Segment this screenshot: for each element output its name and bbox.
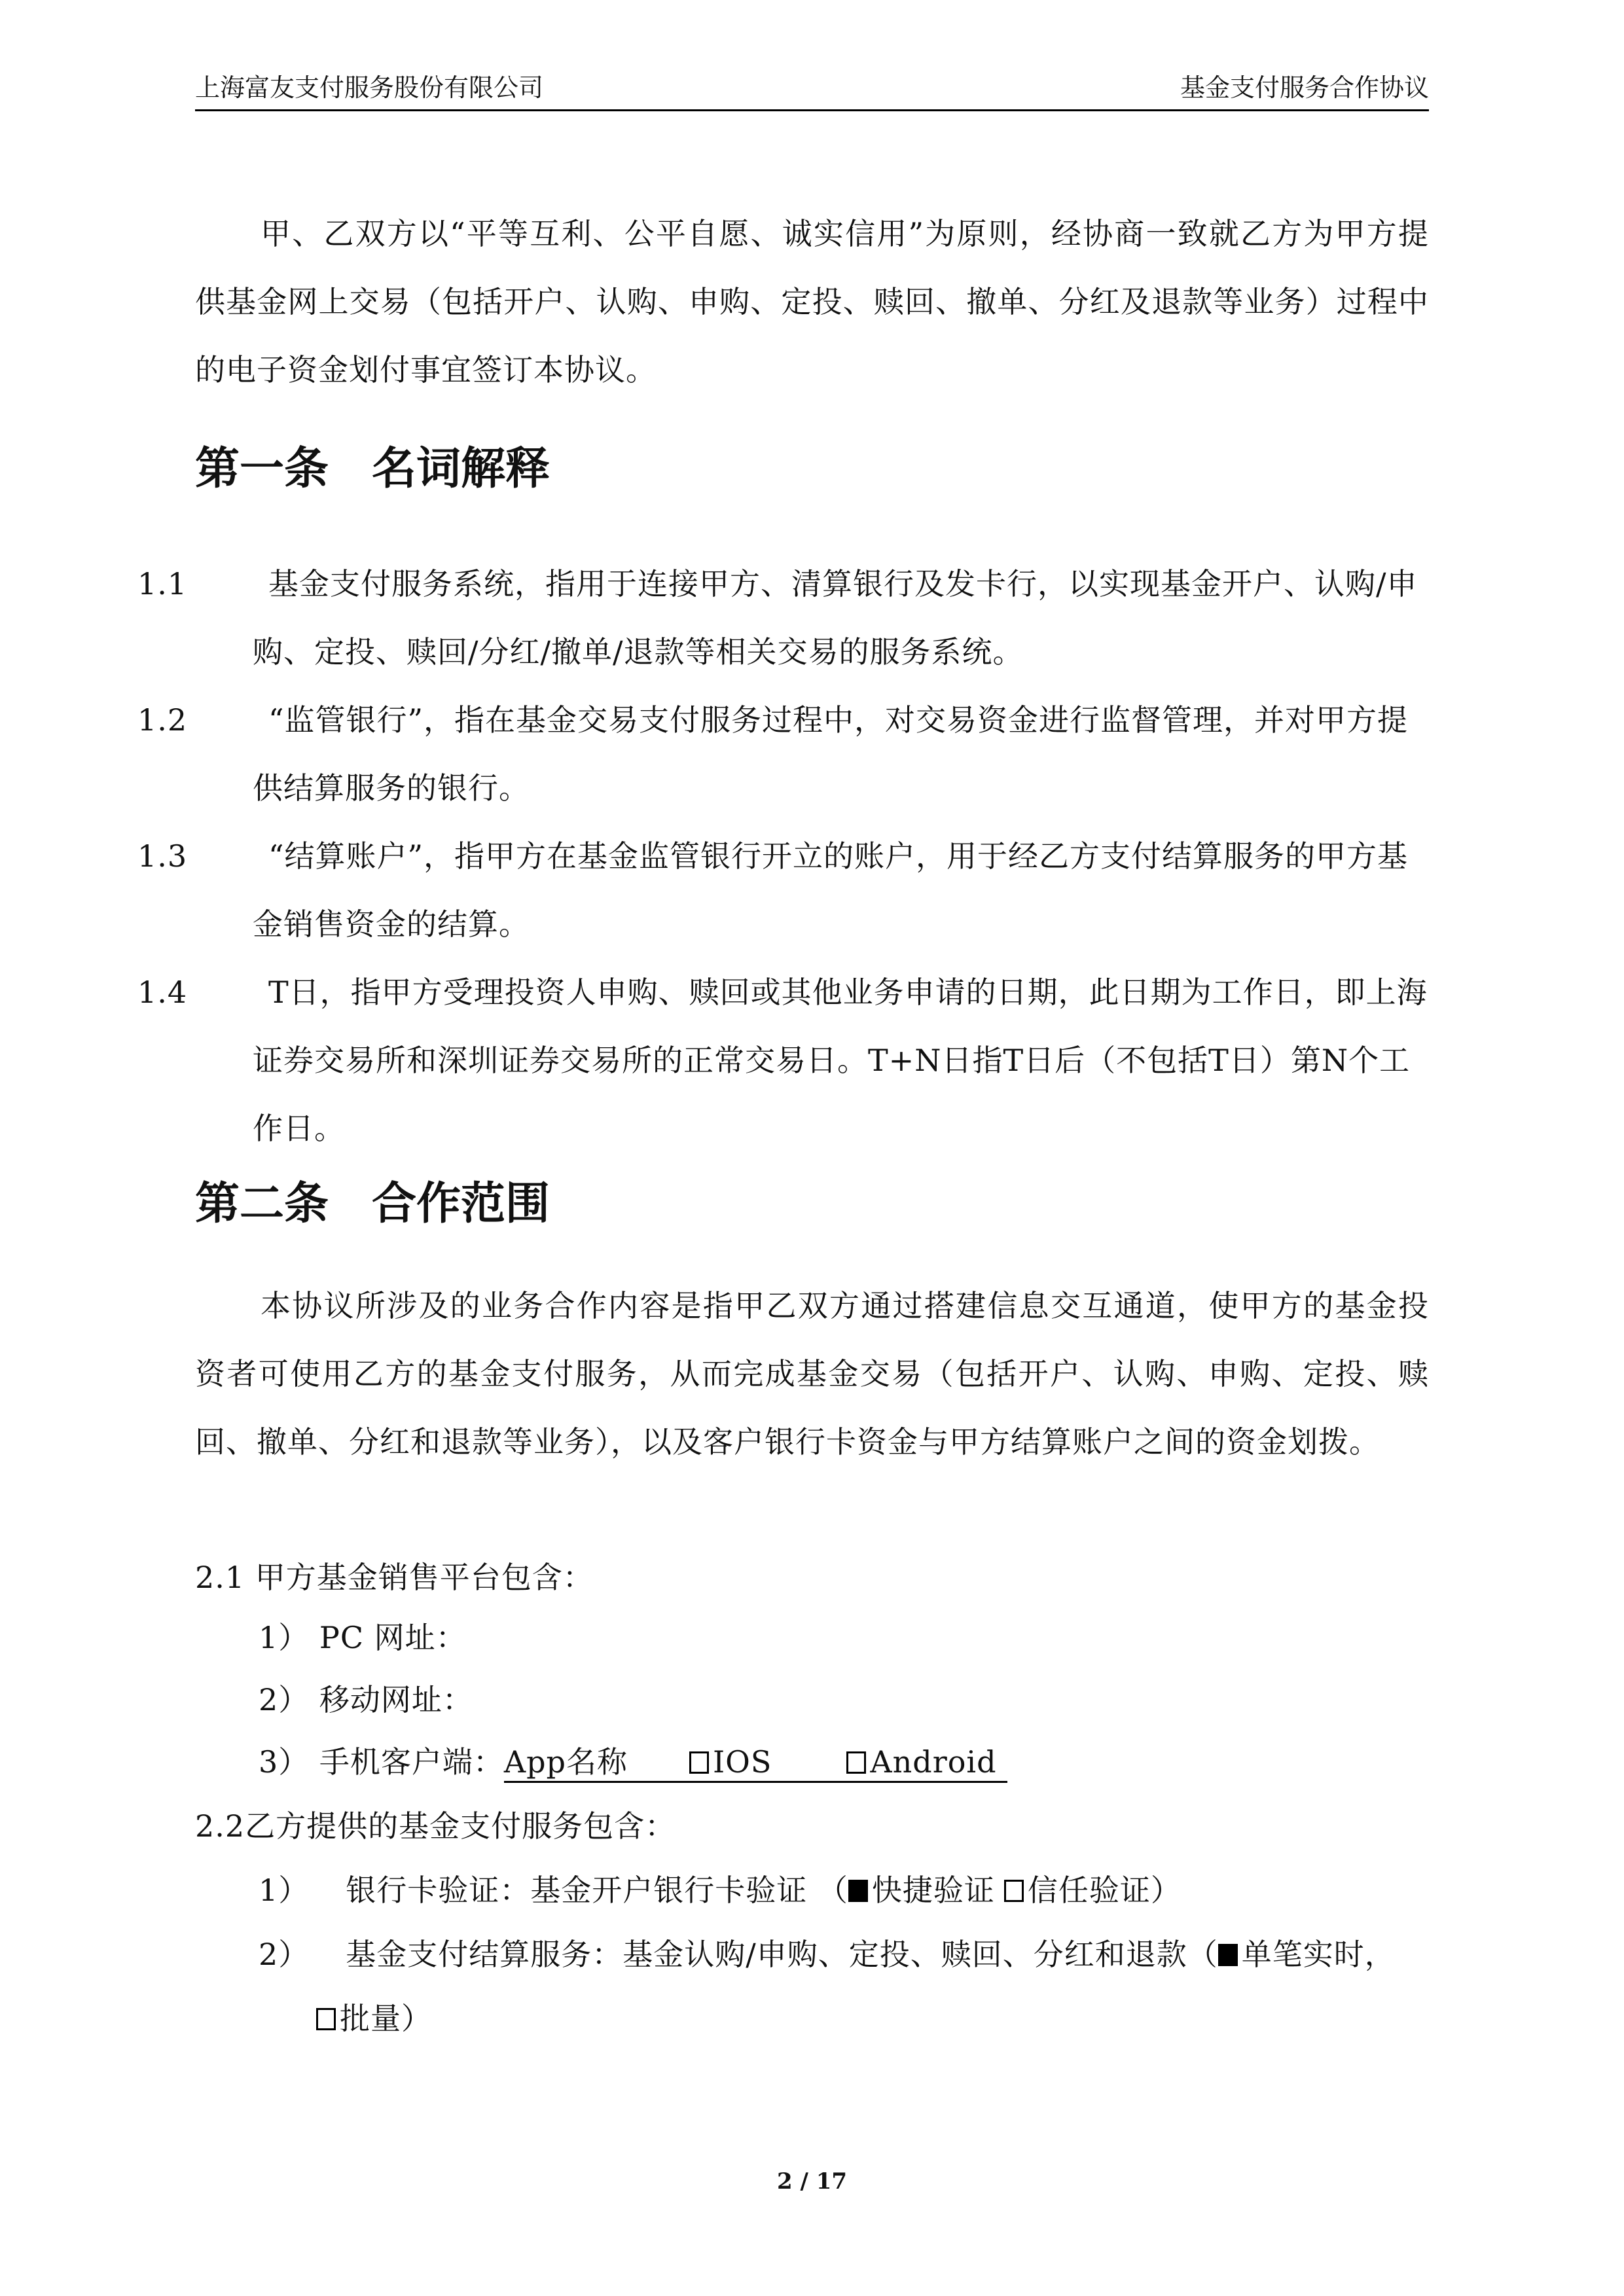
definition-item — [137, 958, 1429, 1162]
ios-label: IOS — [713, 1744, 772, 1780]
definition-number: 1.4 — [137, 975, 188, 1010]
definition-number: 1.2 — [137, 702, 188, 738]
ios-checkbox[interactable] — [689, 1751, 709, 1774]
service-text: 基金支付结算服务：基金认购/申购、定投、赎回、分红和退款（ — [346, 1937, 1218, 1972]
section-2-2-title: 2.2乙方提供的基金支付服务包含： — [195, 1808, 676, 1844]
service-bank-card-verify — [259, 1856, 1182, 1924]
service-settlement-cont — [316, 1984, 432, 2053]
platform-pc: 1） PC 网址： — [259, 1620, 467, 1655]
definition-text: T日，指甲方受理投资人申购、赎回或其他业务申请的日期，此日期为工作日，即上海证券交易所和深圳证券交易所的正常交易日。T+N日指T日后（不包括T日）第N个工作日。 — [253, 975, 1428, 1146]
android-checkbox[interactable] — [846, 1751, 866, 1774]
service-settlement — [259, 1920, 1396, 1988]
quick-verify-checkbox[interactable] — [848, 1880, 868, 1902]
article1-heading — [195, 440, 550, 499]
batch-label: 批量） — [340, 2001, 432, 2036]
platform-app-underline — [504, 1744, 1007, 1783]
definition-item — [137, 822, 1429, 958]
service-number: 1） — [259, 1873, 310, 1908]
batch-checkbox[interactable] — [316, 2008, 336, 2030]
section-2-1-title: 2.1 甲方基金销售平台包含： — [195, 1560, 594, 1595]
trust-verify-label: 信任验证） — [1027, 1873, 1182, 1908]
definition-item — [137, 686, 1429, 822]
article2-number: 第二条 — [195, 1178, 329, 1230]
platform-app — [259, 1728, 1007, 1796]
single-realtime-label: 单笔实时， — [1241, 1937, 1396, 1972]
quick-verify-label: 快捷验证 — [871, 1873, 995, 1908]
app-name-label: App名称 — [503, 1744, 628, 1780]
single-realtime-checkbox[interactable] — [1218, 1944, 1238, 1966]
header-doc-title: 基金支付服务合作协议 — [1180, 73, 1429, 102]
article2-title: 合作范围 — [372, 1178, 550, 1230]
header-rule — [195, 109, 1429, 111]
header-company: 上海富友支付服务股份有限公司 — [195, 73, 544, 102]
definition-text: “结算账户”，指甲方在基金监管银行开立的账户，用于经乙方支付结算服务的甲方基金销售资金的结算。 — [253, 838, 1409, 942]
article1-number: 第一条 — [195, 443, 329, 495]
definition-number: 1.1 — [137, 566, 188, 601]
definition-number: 1.3 — [137, 838, 188, 874]
intro-paragraph: 甲、乙双方以“平等互利、公平自愿、诚实信用”为原则，经协商一致就乙方为甲方提供基金网上交易（包括开户、认购、申购、定投、赎回、撤单、分红及退款等业务）过程中的电子资金划付事宜签订本协议。 — [195, 216, 1429, 387]
android-label: Android — [870, 1744, 997, 1780]
article1-title: 名词解释 — [372, 443, 550, 495]
definition-text: “监管银行”，指在基金交易支付服务过程中，对交易资金进行监督管理，并对甲方提供结算服务的银行。 — [253, 702, 1409, 806]
definition-item — [137, 550, 1429, 686]
definition-text: 基金支付服务系统，指用于连接甲方、清算银行及发卡行，以实现基金开户、认购/申购、定投、赎回/分红/撤单/退款等相关交易的服务系统。 — [253, 566, 1418, 670]
article2-heading — [195, 1175, 550, 1234]
platform-mobile: 2） 移动网址： — [259, 1682, 473, 1717]
trust-verify-checkbox[interactable] — [1004, 1880, 1024, 1902]
scope-paragraph: 本协议所涉及的业务合作内容是指甲乙双方通过搭建信息交互通道，使甲方的基金投资者可使用乙方的基金支付服务，从而完成基金交易（包括开户、认购、申购、定投、赎回、撤单、分红和退款等业务），以及客户银行卡资金与甲方结算账户之间的资金划拨。 — [195, 1288, 1429, 1460]
service-number: 2） — [259, 1937, 310, 1972]
platform-app-prefix: 3） 手机客户端： — [259, 1744, 504, 1780]
page-number: 2 / 17 — [776, 2168, 848, 2195]
service-text: 银行卡验证：基金开户银行卡验证 （ — [346, 1873, 848, 1908]
